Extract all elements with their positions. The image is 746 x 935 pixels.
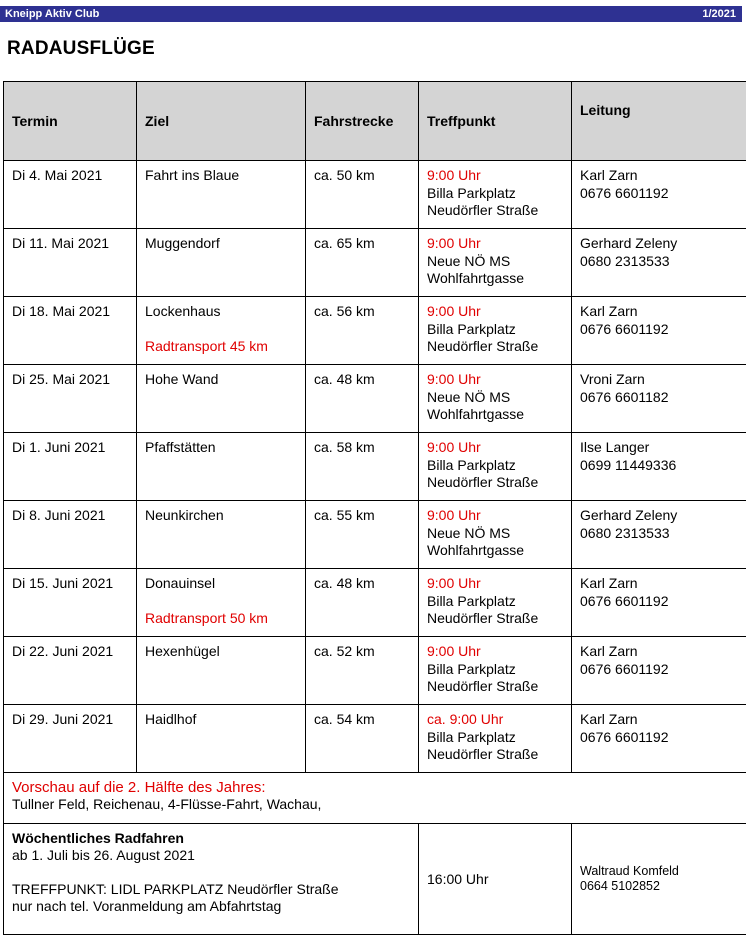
header-bar [0, 6, 742, 22]
meeting-time: 9:00 Uhr [427, 507, 571, 525]
column-header: Ziel [137, 82, 306, 161]
distance-cell: ca. 65 km [314, 235, 375, 251]
table-row [4, 501, 746, 569]
meeting-time: 9:00 Uhr [427, 303, 571, 321]
leader-name: Vroni Zarn [580, 371, 746, 389]
date-cell: Di 4. Mai 2021 [12, 167, 102, 183]
meeting-street: Neudörfler Straße [427, 202, 571, 220]
distance-cell: ca. 48 km [314, 575, 375, 591]
weekly-leader: Waltraud Komfeld [580, 864, 746, 879]
meeting-time: 9:00 Uhr [427, 575, 571, 593]
meeting-place: Neue NÖ MS [427, 389, 571, 407]
leader-name: Karl Zarn [580, 711, 746, 729]
destination-cell: Neunkirchen [145, 507, 305, 525]
column-header: Treffpunkt [419, 82, 572, 161]
meeting-time: 9:00 Uhr [427, 167, 571, 185]
table-row [4, 705, 746, 773]
leader-name: Karl Zarn [580, 643, 746, 661]
distance-cell: ca. 54 km [314, 711, 375, 727]
meeting-place: Billa Parkplatz [427, 593, 571, 611]
destination-cell: Hohe Wand [145, 371, 305, 389]
leader-phone: 0680 2313533 [580, 525, 746, 543]
date-cell: Di 25. Mai 2021 [12, 371, 110, 387]
table-row [4, 365, 746, 433]
meeting-street: Wohlfahrtgasse [427, 270, 571, 288]
table-header-row [4, 82, 746, 161]
distance-cell: ca. 58 km [314, 439, 375, 455]
table-row [4, 637, 746, 705]
table-row [4, 297, 746, 365]
meeting-time: 9:00 Uhr [427, 643, 571, 661]
leader-phone: 0676 6601192 [580, 321, 746, 339]
club-name: Kneipp Aktiv Club [5, 6, 99, 22]
preview-text: Tullner Feld, Reichenau, 4-Flüsse-Fahrt, Wachau, [12, 796, 321, 812]
leader-phone: 0680 2313533 [580, 253, 746, 271]
transport-note: Radtransport 45 km [145, 338, 305, 356]
meeting-place: Neue NÖ MS [427, 525, 571, 543]
weekly-phone: 0664 5102852 [580, 879, 746, 894]
weekly-row [4, 824, 746, 935]
meeting-place: Billa Parkplatz [427, 661, 571, 679]
distance-cell: ca. 55 km [314, 507, 375, 523]
date-cell: Di 22. Juni 2021 [12, 643, 113, 659]
meeting-street: Neudörfler Straße [427, 678, 571, 696]
destination-cell: Haidlhof [145, 711, 305, 729]
weekly-meeting: TREFFPUNKT: LIDL PARKPLATZ Neudörfler Straße [12, 881, 418, 898]
destination-cell: Hexenhügel [145, 643, 305, 661]
weekly-note: nur nach tel. Voranmeldung am Abfahrtstag [12, 898, 418, 915]
leader-phone: 0676 6601192 [580, 729, 746, 747]
table-row [4, 433, 746, 501]
meeting-time: 9:00 Uhr [427, 439, 571, 457]
meeting-street: Neudörfler Straße [427, 338, 571, 356]
meeting-time: 9:00 Uhr [427, 371, 571, 389]
destination-cell: Donauinsel [145, 575, 305, 593]
leader-name: Gerhard Zeleny [580, 507, 746, 525]
meeting-place: Billa Parkplatz [427, 729, 571, 747]
date-cell: Di 11. Mai 2021 [12, 235, 109, 251]
meeting-place: Billa Parkplatz [427, 185, 571, 203]
distance-cell: ca. 48 km [314, 371, 375, 387]
date-cell: Di 18. Mai 2021 [12, 303, 110, 319]
table-row [4, 569, 746, 637]
leader-phone: 0676 6601182 [580, 389, 746, 407]
issue-number: 1/2021 [702, 6, 736, 22]
leader-name: Ilse Langer [580, 439, 746, 457]
distance-cell: ca. 50 km [314, 167, 375, 183]
leader-name: Karl Zarn [580, 167, 746, 185]
meeting-street: Neudörfler Straße [427, 746, 571, 764]
leader-phone: 0676 6601192 [580, 593, 746, 611]
leader-name: Gerhard Zeleny [580, 235, 746, 253]
page-title: RADAUSFLÜGE [7, 38, 155, 60]
meeting-street: Wohlfahrtgasse [427, 406, 571, 424]
meeting-street: Neudörfler Straße [427, 474, 571, 492]
leader-phone: 0699 11449336 [580, 457, 746, 475]
leader-phone: 0676 6601192 [580, 185, 746, 203]
distance-cell: ca. 52 km [314, 643, 375, 659]
destination-cell: Fahrt ins Blaue [145, 167, 305, 185]
leader-name: Karl Zarn [580, 303, 746, 321]
distance-cell: ca. 56 km [314, 303, 375, 319]
weekly-title: Wöchentliches Radfahren [12, 830, 418, 847]
destination-cell: Muggendorf [145, 235, 305, 253]
date-cell: Di 29. Juni 2021 [12, 711, 113, 727]
column-header: Fahrstrecke [306, 82, 419, 161]
preview-title: Vorschau auf die 2. Hälfte des Jahres: [12, 779, 746, 796]
date-cell: Di 8. Juni 2021 [12, 507, 105, 523]
column-header: Leitung [572, 82, 746, 161]
table-row [4, 229, 746, 297]
destination-cell: Lockenhaus [145, 303, 305, 321]
transport-note: Radtransport 50 km [145, 610, 305, 628]
meeting-place: Billa Parkplatz [427, 457, 571, 475]
date-cell: Di 15. Juni 2021 [12, 575, 113, 591]
date-cell: Di 1. Juni 2021 [12, 439, 105, 455]
meeting-time: ca. 9:00 Uhr [427, 711, 571, 729]
weekly-time: 16:00 Uhr [427, 871, 488, 887]
leader-phone: 0676 6601192 [580, 661, 746, 679]
column-header: Termin [4, 82, 137, 161]
meeting-street: Wohlfahrtgasse [427, 542, 571, 560]
preview-row [4, 773, 746, 824]
destination-cell: Pfaffstätten [145, 439, 305, 457]
weekly-period: ab 1. Juli bis 26. August 2021 [12, 847, 418, 864]
meeting-place: Billa Parkplatz [427, 321, 571, 339]
meeting-time: 9:00 Uhr [427, 235, 571, 253]
meeting-street: Neudörfler Straße [427, 610, 571, 628]
meeting-place: Neue NÖ MS [427, 253, 571, 271]
leader-name: Karl Zarn [580, 575, 746, 593]
schedule-table [3, 81, 746, 935]
table-row [4, 161, 746, 229]
